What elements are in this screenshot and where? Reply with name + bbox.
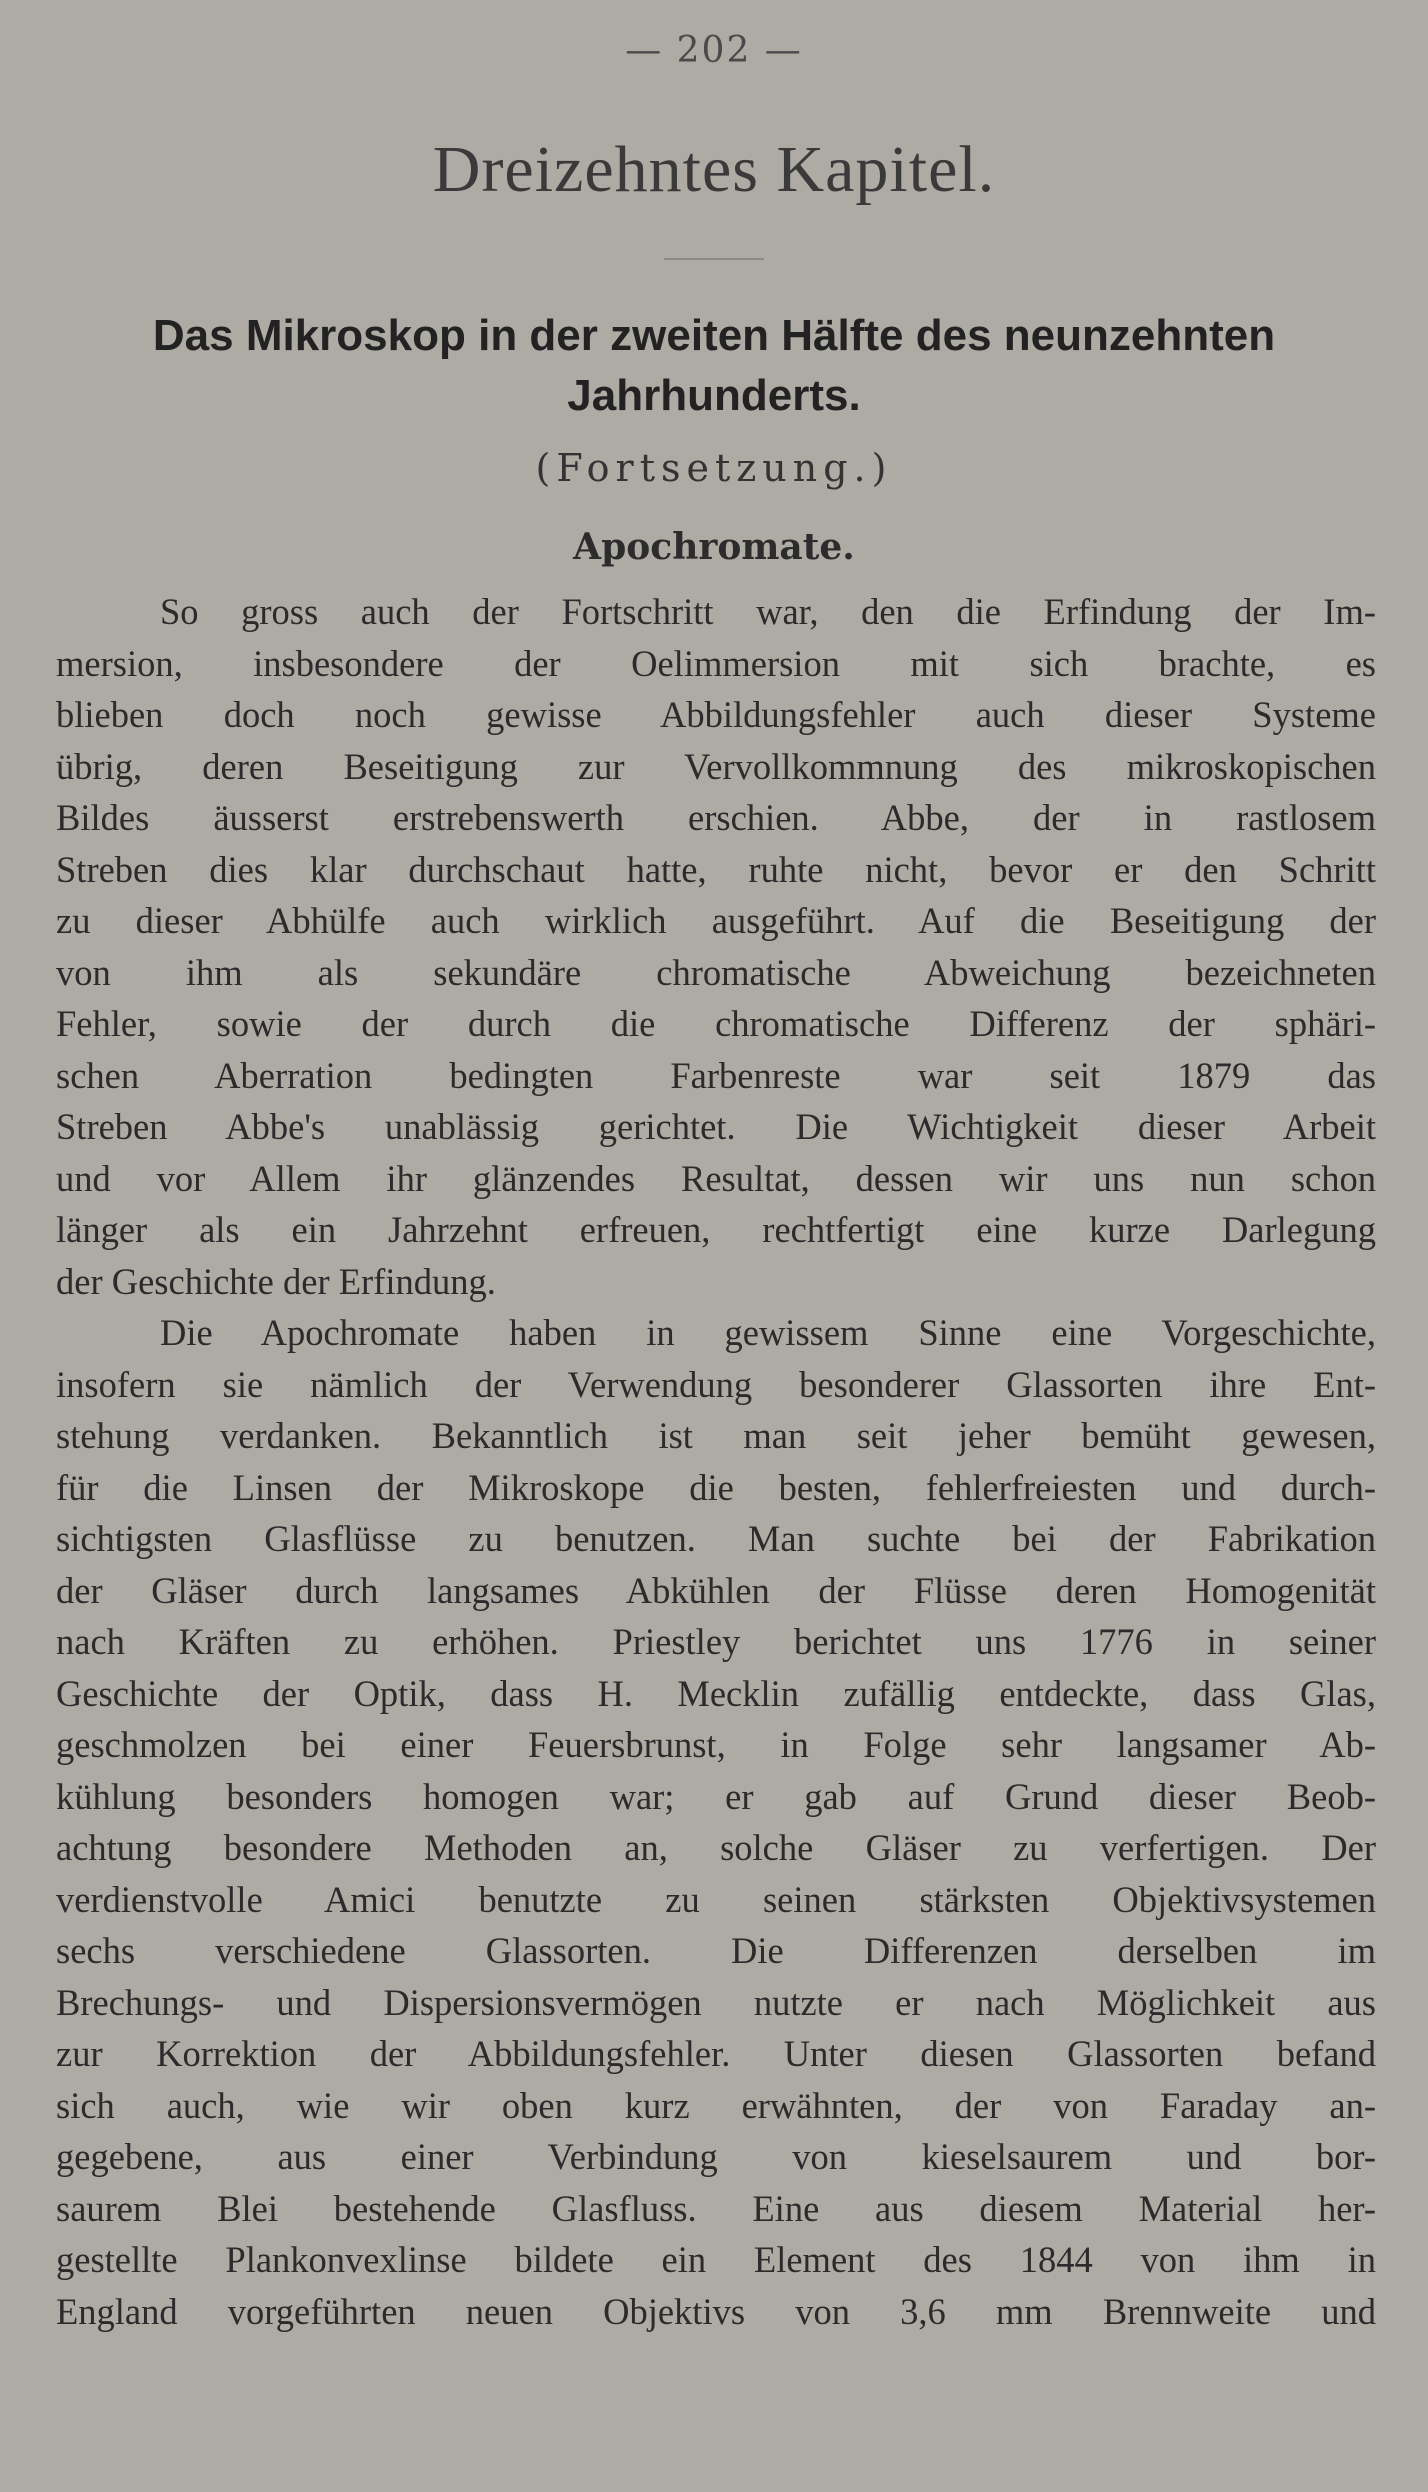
text-line: sich auch, wie wir oben kurz erwähnten, der von Faraday an- [56,2084,1376,2126]
text-line: kühlung besonders homogen war; er gab auf Grund dieser Beob- [56,1775,1376,1817]
heading-divider [664,258,764,260]
text-line: mersion, insbesondere der Oelimmersion mit sich brachte, es [56,642,1376,684]
chapter-title-line-1: Das Mikroskop in der zweiten Hälfte des neunzehnten [152,311,1276,360]
text-line: sichtigsten Glasflüsse zu benutzen. Man suchte bei der Fabrikation [56,1518,1376,1559]
text-line: insofern sie nämlich der Verwendung besonderer Glassorten ihre Ent- [56,1363,1376,1405]
text-line: Fehler, sowie der durch die chromatische Differenz der sphäri- [56,1003,1376,1044]
chapter-heading: Dreizehntes Kapitel. [432,133,996,206]
section-heading: Apochromate. [573,526,855,568]
text-line: übrig, deren Beseitigung zur Vervollkommnung des mikroskopischen [56,745,1376,787]
text-line: nach Kräften zu erhöhen. Priestley berichtet uns 1776 in seiner [56,1621,1376,1662]
text-line: Brechungs- und Dispersionsvermögen nutzte er nach Möglichkeit aus [56,1981,1376,2023]
body-text [56,586,1376,2337]
text-line: achtung besondere Methoden an, solche Gläser zu verfertigen. Der [56,1827,1376,1868]
text-line: der Gläser durch langsames Abkühlen der Flüsse deren Homogenität [56,1569,1376,1611]
text-line: zu dieser Abhülfe auch wirklich ausgeführt. Auf die Beseitigung der [56,900,1376,941]
text-line: länger als ein Jahrzehnt erfreuen, rechtfertigt eine kurze Darlegung [56,1209,1376,1250]
text-line: schen Aberration bedingten Farbenreste war seit 1879 das [56,1054,1376,1096]
text-line: für die Linsen der Mikroskope die besten, fehlerfreiesten und durch- [56,1466,1376,1508]
text-line: gegebene, aus einer Verbindung von kieselsaurem und bor- [56,2136,1376,2177]
text-line: verdienstvolle Amici benutzte zu seinen stärksten Objektivsystemen [56,1878,1376,1920]
text-line: zur Korrektion der Abbildungsfehler. Unter diesen Glassorten befand [56,2033,1376,2074]
text-line: geschmolzen bei einer Feuersbrunst, in Folge sehr langsamer Ab- [56,1724,1376,1765]
text-line: So gross auch der Fortschritt war, den die Erfindung der Im- [160,591,1376,632]
text-line: stehung verdanken. Bekanntlich ist man seit jeher bemüht gewesen, [56,1415,1376,1456]
text-line: der Geschichte der Erfindung. [56,1260,496,1302]
chapter-title [100,306,1328,426]
text-line: Geschichte der Optik, dass H. Mecklin zufällig entdeckte, dass Glas, [56,1672,1376,1714]
text-line: Streben dies klar durchschaut hatte, ruhte nicht, bevor er den Schritt [56,848,1376,890]
text-line: blieben doch noch gewisse Abbildungsfehler auch dieser Systeme [56,694,1376,735]
text-line: und vor Allem ihr glänzendes Resultat, dessen wir uns nun schon [56,1157,1376,1199]
page-number: — 202 — [625,30,803,71]
text-line: sechs verschiedene Glassorten. Die Differenzen derselben im [56,1930,1376,1971]
text-line: von ihm als sekundäre chromatische Abweichung bezeichneten [56,951,1376,993]
text-line: gestellte Plankonvexlinse bildete ein Element des 1844 von ihm in [56,2239,1376,2280]
continuation-note: (Fortsetzung.) [535,446,893,490]
text-line: Streben Abbe's unablässig gerichtet. Die Wichtigkeit dieser Arbeit [56,1106,1376,1147]
text-line: Bildes äusserst erstrebenswerth erschien. Abbe, der in rastlosem [56,797,1376,838]
text-line: England vorgeführten neuen Objektivs von 3,6 mm Brennweite und [56,2290,1376,2332]
text-line: saurem Blei bestehende Glasfluss. Eine aus diesem Material her- [56,2187,1376,2229]
chapter-title-line-2: Jahrhunderts. [567,371,861,420]
text-line: Die Apochromate haben in gewissem Sinne eine Vorgeschichte, [160,1312,1376,1353]
